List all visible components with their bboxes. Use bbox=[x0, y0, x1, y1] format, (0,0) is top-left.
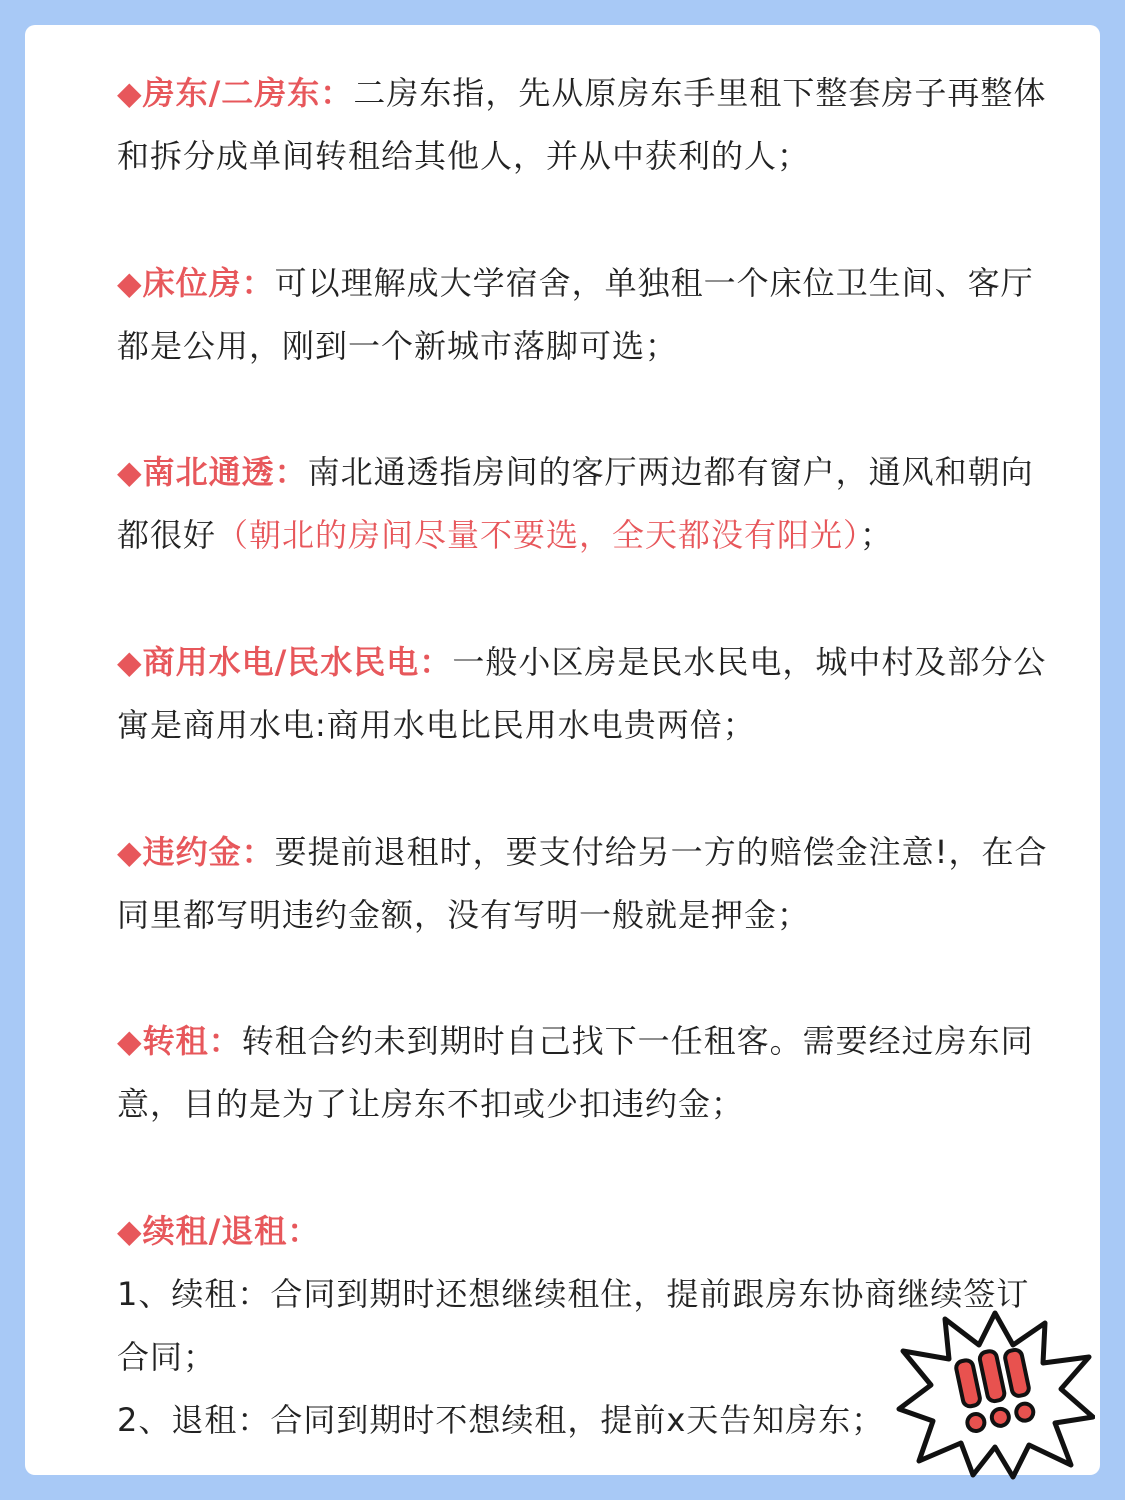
bullet-icon: ◆ bbox=[117, 453, 143, 491]
entry-sublet bbox=[117, 1010, 1057, 1136]
term-description: 转租合约未到期时自己找下一任租客。需要经过房东同意，目的是为了让房东不扣或少扣违约金； bbox=[117, 1022, 1034, 1123]
term-description: 一般小区房是民水民电，城中村及部分公寓是商用水电:商用水电比民用水电贵两倍； bbox=[117, 643, 1047, 744]
term-title: 房东/二房东： bbox=[142, 74, 354, 112]
entry-penalty bbox=[117, 821, 1057, 947]
term-tail: ； bbox=[860, 516, 894, 554]
term-title: 商用水电/民水民电： bbox=[142, 643, 453, 681]
term-description: 可以理解成大学宿舍，单独租一个床位卫生间、客厅都是公用，刚到一个新城市落脚可选； bbox=[117, 264, 1034, 365]
exclamation-burst-icon bbox=[895, 1305, 1095, 1480]
terminate-line: 2、退租：合同到期时不想续租，提前x天告知房东； bbox=[117, 1401, 885, 1439]
entry-north-south bbox=[117, 441, 1057, 567]
term-title: 床位房： bbox=[142, 264, 275, 302]
renew-line: 1、续租：合同到期时还想继续租住，提前跟房东协商继续签订合同； bbox=[117, 1275, 1030, 1376]
term-description: 要提前退租时，要支付给另一方的赔偿金注意!，在合同里都写明违约金额，没有写明一般就是押金； bbox=[117, 833, 1048, 934]
term-title: 转租： bbox=[142, 1022, 242, 1060]
term-title: 违约金： bbox=[142, 833, 275, 871]
bullet-icon: ◆ bbox=[117, 1022, 143, 1060]
term-title: 续租/退租： bbox=[142, 1212, 321, 1250]
bullet-icon: ◆ bbox=[117, 833, 143, 871]
term-description: 南北通透指房间的客厅两边都有窗户，通风和朝向都很好 bbox=[117, 453, 1034, 554]
highlight-note: （朝北的房间尽量不要选，全天都没有阳光） bbox=[216, 516, 861, 554]
entry-bed-room bbox=[117, 252, 1057, 378]
term-description: 二房东指，先从原房东手里租下整套房子再整体和拆分成单间转租给其他人，并从中获利的人； bbox=[117, 74, 1047, 175]
bullet-icon: ◆ bbox=[117, 264, 143, 302]
content-card bbox=[25, 25, 1100, 1475]
term-title: 南北通透： bbox=[142, 453, 308, 491]
bullet-icon: ◆ bbox=[117, 74, 143, 112]
bullet-icon: ◆ bbox=[117, 643, 143, 681]
entry-utilities bbox=[117, 631, 1057, 757]
entry-landlord bbox=[117, 62, 1057, 188]
bullet-icon: ◆ bbox=[117, 1212, 143, 1250]
